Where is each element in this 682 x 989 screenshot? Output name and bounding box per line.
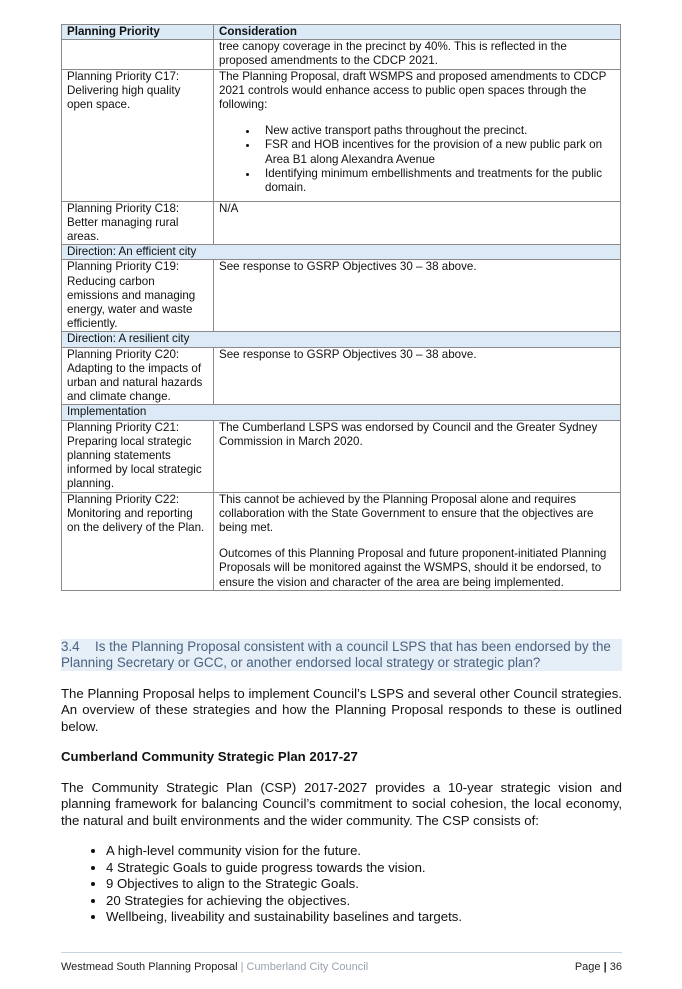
list-item: • FSR and HOB incentives for the provision of a new public park on Area B1 along Alexandra Avenue — [259, 138, 615, 166]
table-cell: tree canopy coverage in the precinct by 40%. This is reflected in the proposed amendments to the CDCP 2021. — [214, 40, 621, 69]
footer-page-number — [575, 961, 622, 973]
planning-priority-table — [61, 24, 621, 591]
list-item: • Identifying minimum embellishments and treatments for the public domain. — [259, 167, 615, 195]
cell-text: The Planning Proposal, draft WSMPS and proposed amendments to CDCP 2021 controls would enhance access to public open spaces through the following: — [219, 69, 607, 112]
direction-row — [62, 245, 621, 260]
table-cell — [62, 40, 214, 69]
page-label: Page — [574, 961, 601, 973]
list-item: • A high-level community vision for the future. — [106, 843, 667, 860]
table-row — [62, 69, 621, 201]
implementation-label: Implementation — [62, 405, 621, 420]
table-row — [62, 40, 621, 69]
list-item: • 4 Strategic Goals to guide progress towards the vision. — [106, 860, 667, 877]
table-cell: Planning Priority C22: Monitoring and reporting on the delivery of the Plan. — [62, 492, 214, 590]
bullet-list — [219, 124, 615, 195]
direction-label: Direction: A resilient city — [62, 332, 621, 347]
section-question — [61, 639, 622, 671]
table-row — [62, 492, 621, 590]
table-row — [62, 347, 621, 405]
direction-row — [62, 332, 621, 347]
bullet-list — [61, 843, 667, 926]
table-cell: N/A — [214, 201, 621, 245]
footer-left — [61, 961, 368, 973]
list-item: • New active transport paths throughout the precinct. — [259, 124, 615, 138]
list-item: • 9 Objectives to align to the Strategic Goals. — [106, 876, 667, 893]
table-cell: Planning Priority C20: Adapting to the impacts of urban and natural hazards and climate change. — [62, 347, 214, 405]
implementation-row — [62, 405, 621, 420]
table-cell: See response to GSRP Objectives 30 – 38 above. — [214, 347, 621, 405]
table-cell: See response to GSRP Objectives 30 – 38 above. — [214, 260, 621, 332]
table-cell: Planning Priority C18: Better managing rural areas. — [62, 201, 214, 245]
section-question-text: Is the Planning Proposal consistent with a council LSPS that has been endorsed by the Planning Secretary or GCC, or another endorsed local strategy or strategic plan? — [61, 639, 611, 670]
table-cell: Planning Priority C17: Delivering high quality open space. — [62, 69, 214, 201]
footer-document-title: Westmead South Planning Proposal — [61, 961, 238, 973]
column-header-consideration: Consideration — [214, 25, 621, 40]
table-cell: Planning Priority C19: Reducing carbon emissions and managing energy, water and waste efficiently. — [62, 260, 214, 332]
page-footer — [61, 961, 622, 973]
table-cell — [214, 69, 621, 201]
column-header-priority: Planning Priority — [62, 25, 214, 40]
cell-text: This cannot be achieved by the Planning Proposal alone and requires collaboration with the State Government to ensure that the objectives are being met. — [219, 492, 594, 535]
direction-label: Direction: An efficient city — [62, 245, 621, 260]
footer-separator: | — [240, 961, 244, 973]
table-row — [62, 260, 621, 332]
section-number: 3.4 — [61, 639, 80, 654]
cell-text: Outcomes of this Planning Proposal and future proponent-initiated Planning Proposals will be monitored against the WSMPS, should it be endorsed, to ensure the vision and character of the area are being implemented. — [219, 547, 607, 589]
page-number: 36 — [609, 961, 622, 973]
section-heading: Cumberland Community Strategic Plan 2017-27 — [61, 749, 358, 764]
list-item: • 20 Strategies for achieving the objectives. — [106, 893, 667, 910]
table-cell — [214, 492, 621, 590]
body-paragraph: The Planning Proposal helps to implement Council’s LSPS and several other Council strategies. An overview of these strategies and how the Planning Proposal responds to these is outlined below. — [61, 686, 622, 734]
footer-divider — [61, 952, 622, 953]
table-row — [62, 420, 621, 492]
footer-organisation: Cumberland City Council — [246, 961, 369, 973]
page-separator: | — [603, 961, 607, 973]
table-row — [62, 201, 621, 245]
body-paragraph: The Community Strategic Plan (CSP) 2017-2027 provides a 10-year strategic vision and planning framework for balancing Council’s commitment to social cohesion, the local economy, the natural and built environments and the wider community. The CSP consists of: — [61, 780, 622, 828]
table-cell: Planning Priority C21: Preparing local strategic planning statements informed by local strategic planning. — [62, 420, 214, 492]
table-cell: The Cumberland LSPS was endorsed by Council and the Greater Sydney Commission in March 2020. — [214, 420, 621, 492]
list-item: • Wellbeing, liveability and sustainability baselines and targets. — [106, 909, 667, 926]
table-header-row — [62, 25, 621, 40]
